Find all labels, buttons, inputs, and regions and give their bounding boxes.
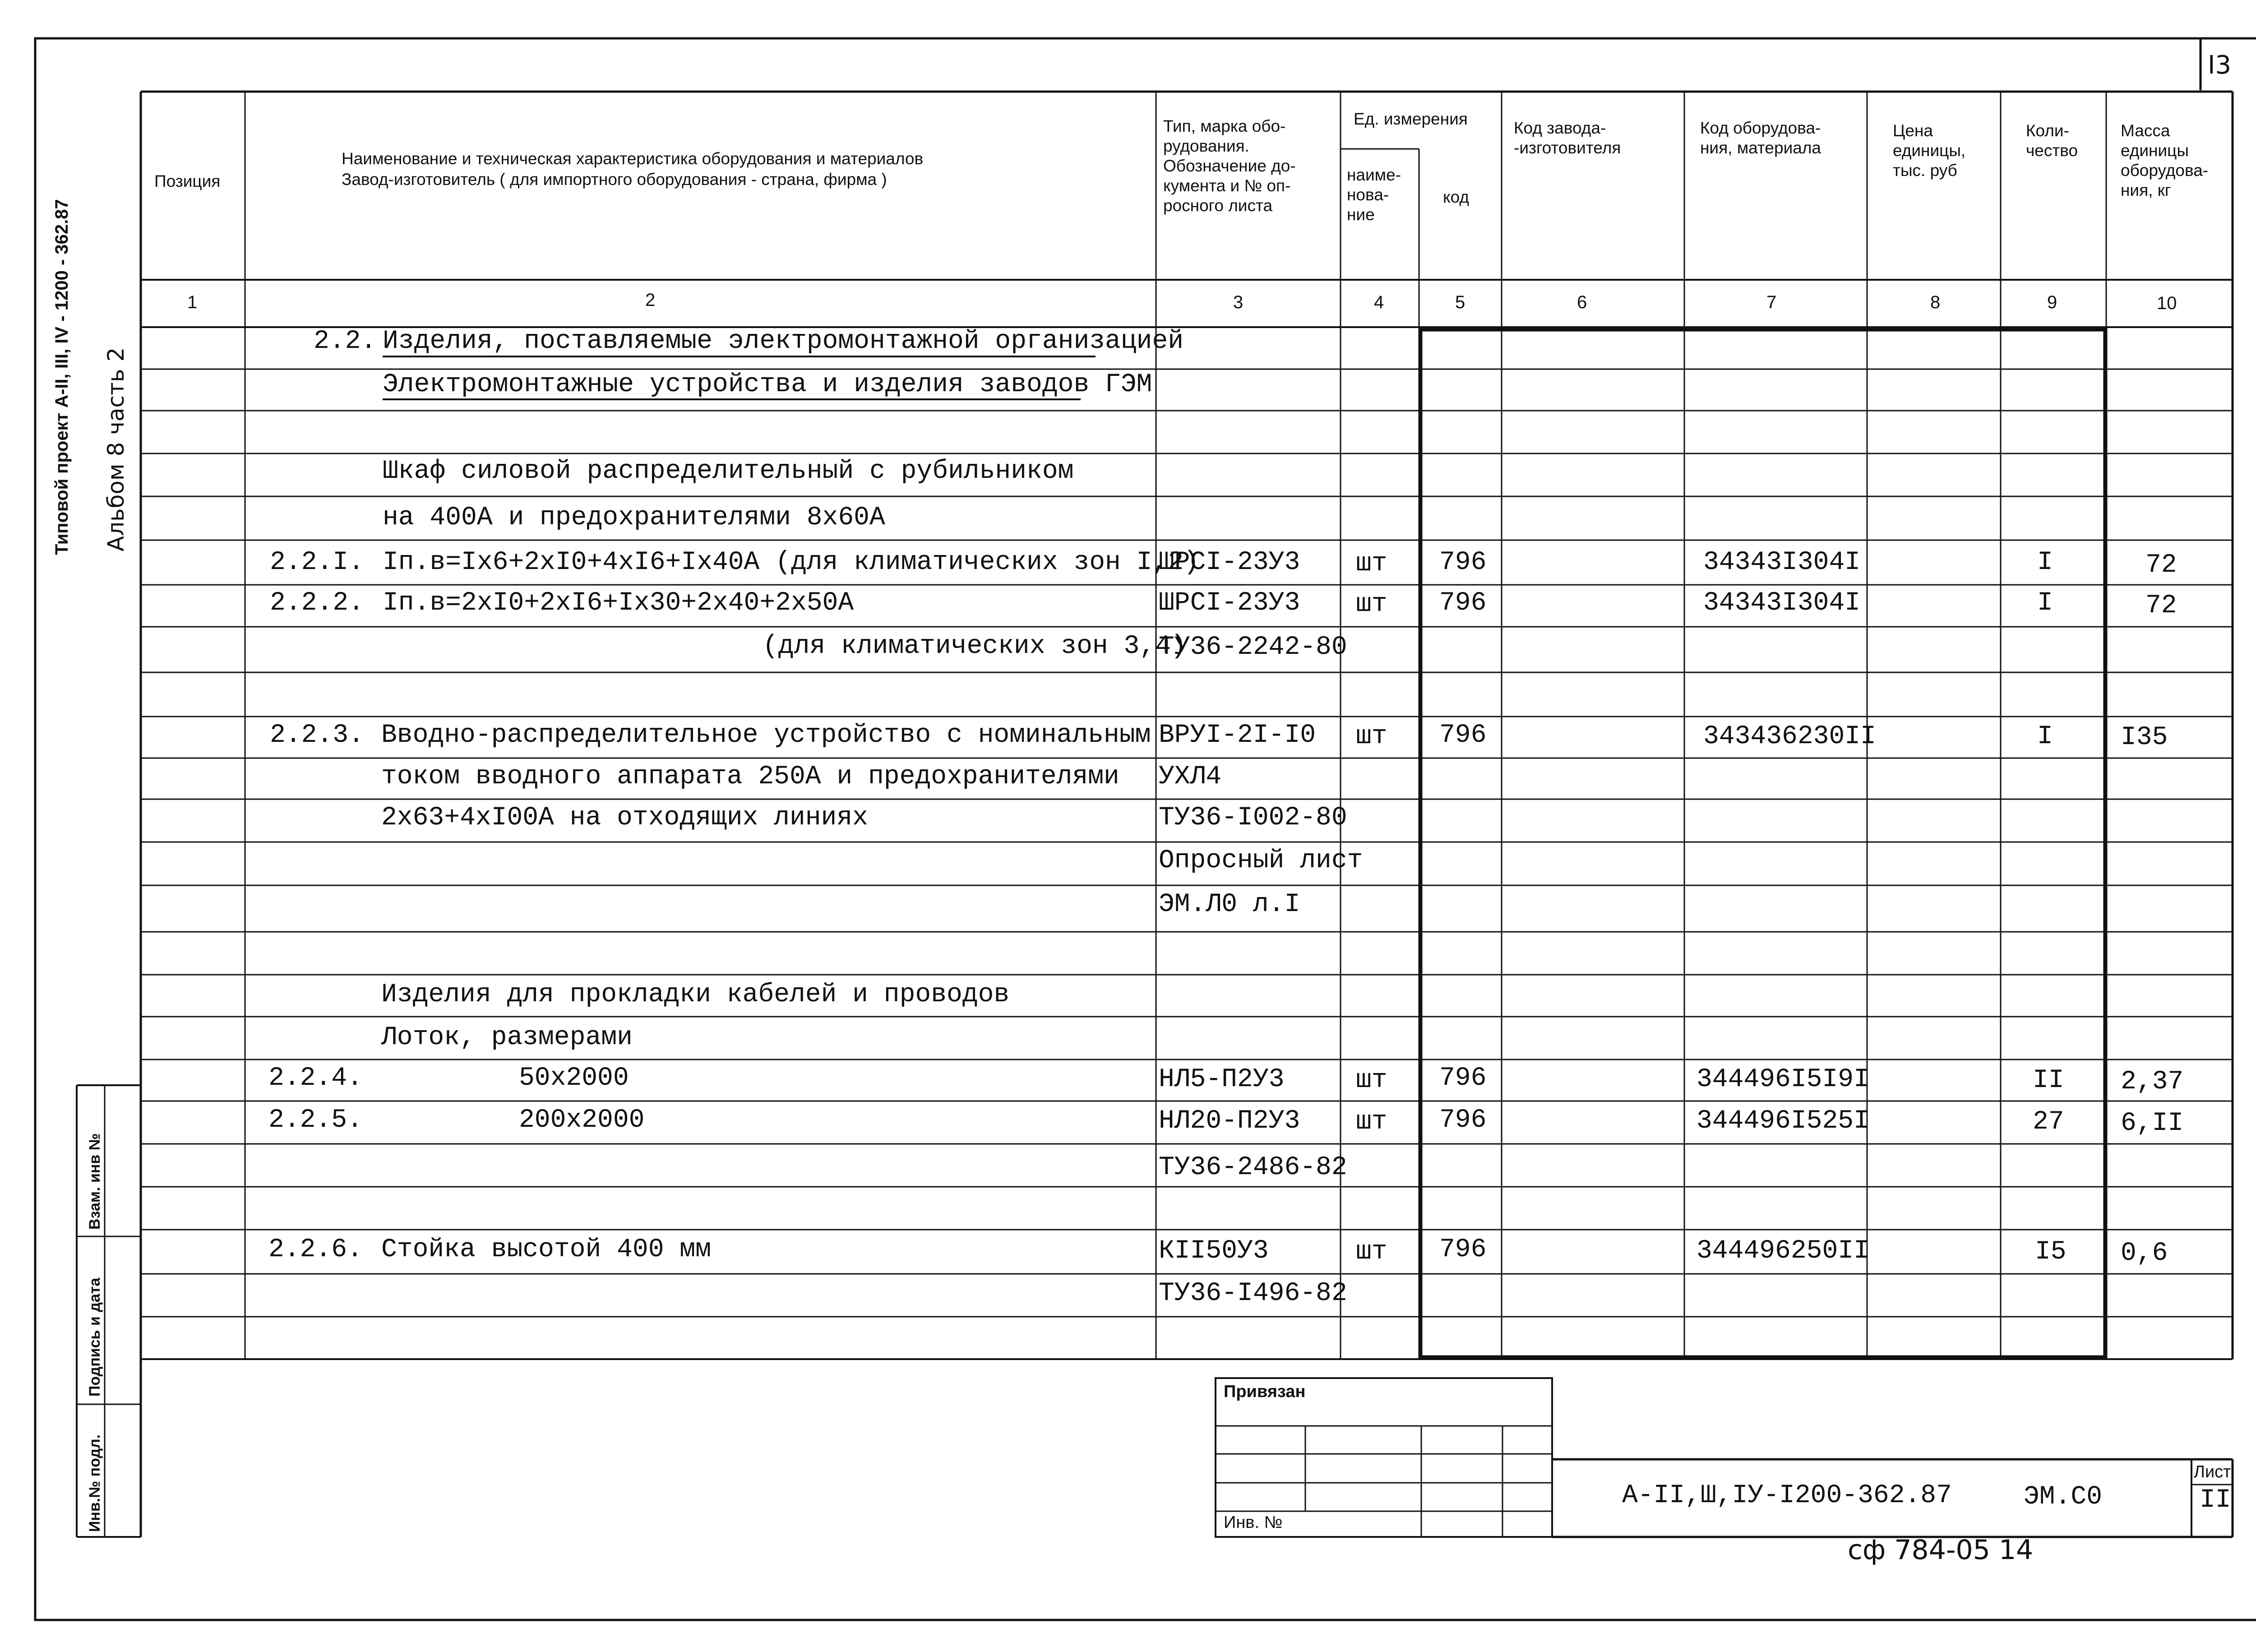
header-plant-code: Код завода- -изготовителя [1514,119,1621,157]
row-unit: шт [1356,549,1387,578]
row-name: на 400А и предохранителями 8х60А [383,503,885,532]
row-type: ТУ36-2242-80 [1159,633,1347,662]
row-type: УХЛ4 [1159,762,1222,791]
row-name: 50х2000 [519,1064,629,1093]
row-position: 2.2.3. [270,721,364,750]
row-position: 2.2.I. [270,548,364,577]
header-unit-group: Ед. измерения [1354,110,1468,128]
title-block-sheet-label: Лист [2194,1462,2231,1481]
column-number: 10 [2157,293,2177,313]
column-number: 2 [645,290,656,310]
title-block-sheet-number: II [2200,1485,2231,1515]
row-type: ТУ36-I002-80 [1159,803,1347,833]
row-type: НЛ5-П2У3 [1159,1065,1285,1094]
side-album-label: Альбом 8 часть 2 [103,347,129,551]
column-number: 9 [2047,292,2057,312]
row-type: НЛ20-П2У3 [1159,1106,1300,1136]
header-mass: Масса единицы оборудова- ния, кг [2121,121,2209,199]
row-name: Iп.в=2хI0+2хI6+Iх30+2х40+2х50А [383,588,854,618]
row-mass: 72 [2145,551,2177,580]
row-unit: шт [1356,590,1387,619]
row-position: 2.2.6. [268,1235,363,1264]
row-quantity: I [2037,588,2053,618]
row-equipment-code: 34343I304I [1703,548,1861,577]
row-name: (для климатических зон 3,4) [763,632,1187,661]
row-position: 2.2. [314,327,377,356]
header-position: Позиция [154,172,221,190]
row-mass: 6,II [2121,1109,2184,1138]
row-name: 2х63+4хI00А на отходящих линиях [381,803,868,833]
row-name: Изделия, поставляемые электромонтажной организацией [383,327,1184,356]
title-block-privyazan: Привязан [1224,1382,1306,1401]
stamp-podpis-data: Подпись и дата [86,1277,103,1397]
row-unit-code: 796 [1439,1235,1487,1264]
header-unit-code: код [1443,188,1469,206]
row-unit-code: 796 [1439,588,1487,618]
row-unit-code: 796 [1439,721,1487,750]
row-type: ТУ36-2486-82 [1159,1153,1347,1182]
footer-note: сф 784-05 14 [1848,1534,2034,1566]
column-number: 7 [1766,292,1777,312]
row-unit: шт [1356,1237,1387,1267]
row-type: ШРСI-23У3 [1159,548,1300,577]
row-mass: 0,6 [2121,1239,2168,1268]
row-mass: 72 [2145,591,2177,620]
column-number: 4 [1374,292,1384,312]
row-type: ТУ36-I496-82 [1159,1279,1347,1308]
row-quantity: I5 [2035,1237,2066,1267]
row-type: ЭМ.Л0 л.I [1159,890,1300,919]
row-type: ШРСI-23У3 [1159,588,1300,618]
row-name: Iп.в=Iх6+2хI0+4хI6+Iх40А (для климатических зон I,2) [383,548,1199,577]
row-unit-code: 796 [1439,548,1487,577]
sheet-corner-number: I3 [2208,51,2232,80]
title-block-designation: А-II,Ш,IУ-I200-362.87 [1622,1481,1952,1510]
row-quantity: II [2033,1066,2064,1095]
title-block-inv-no: Инв. № [1224,1513,1283,1532]
row-quantity: 27 [2033,1107,2064,1137]
header-unit-name: наиме- нова- ние [1347,166,1401,224]
stamp-inv-podl: Инв.№ подл. [86,1434,103,1532]
header-name-line2: Завод-изготовитель ( для импортного оборудования - страна, фирма ) [342,170,887,189]
row-unit: шт [1356,1107,1387,1137]
row-type: КII50У3 [1159,1236,1269,1266]
row-name: током вводного аппарата 250А и предохранителями [381,762,1119,791]
row-name: Лоток, размерами [381,1023,633,1052]
header-equipment-code: Код оборудова- ния, материала [1700,119,1821,157]
header-type: Тип, марка обо- рудования. Обозначение до- кумента и № оп- росного листа [1163,117,1296,215]
side-project-title: Типовой проект А-II, III, IV - 1200 - 362.87 [52,199,72,555]
row-type: ВРУI-2I-I0 [1159,721,1316,750]
header-name-line1: Наименование и техническая характеристика оборудования и материалов [342,149,924,168]
row-type: Опросный лист [1159,846,1363,875]
column-number: 1 [187,292,198,312]
title-block-doc-code: ЭМ.С0 [2024,1482,2103,1512]
row-position: 2.2.5. [268,1106,363,1135]
row-name: 200х2000 [519,1106,645,1135]
row-name: Стойка высотой 400 мм [381,1235,711,1264]
row-equipment-code: 344496I525I [1697,1106,1869,1136]
row-name: Вводно-распределительное устройство с номинальным [381,721,1151,750]
row-name: Шкаф силовой распределительный с рубильником [383,457,1074,486]
header-quantity: Коли- чество [2026,121,2078,160]
row-name: Изделия для прокладки кабелей и проводов [381,980,1010,1009]
row-mass: 2,37 [2121,1067,2184,1097]
row-quantity: I [2037,722,2053,751]
row-unit-code: 796 [1439,1064,1487,1093]
column-number: 5 [1455,292,1465,312]
row-equipment-code: 34343I304I [1703,588,1861,618]
row-mass: I35 [2121,723,2168,752]
column-number: 8 [1930,292,1941,312]
row-unit: шт [1356,1066,1387,1095]
row-position: 2.2.2. [270,588,364,618]
row-quantity: I [2037,548,2053,577]
row-unit: шт [1356,722,1387,751]
column-number: 3 [1233,292,1244,312]
row-equipment-code: 343436230II [1703,722,1876,751]
row-equipment-code: 344496250II [1697,1236,1869,1266]
row-position: 2.2.4. [268,1064,363,1093]
row-equipment-code: 344496I5I9I [1697,1065,1869,1094]
stamp-vzam-inv: Взам. инв № [86,1133,103,1230]
row-name: Электромонтажные устройства и изделия заводов ГЭМ [383,370,1152,399]
row-unit-code: 796 [1439,1106,1487,1135]
header-price: Цена единицы, тыс. руб [1893,121,1966,180]
column-number: 6 [1577,292,1587,312]
